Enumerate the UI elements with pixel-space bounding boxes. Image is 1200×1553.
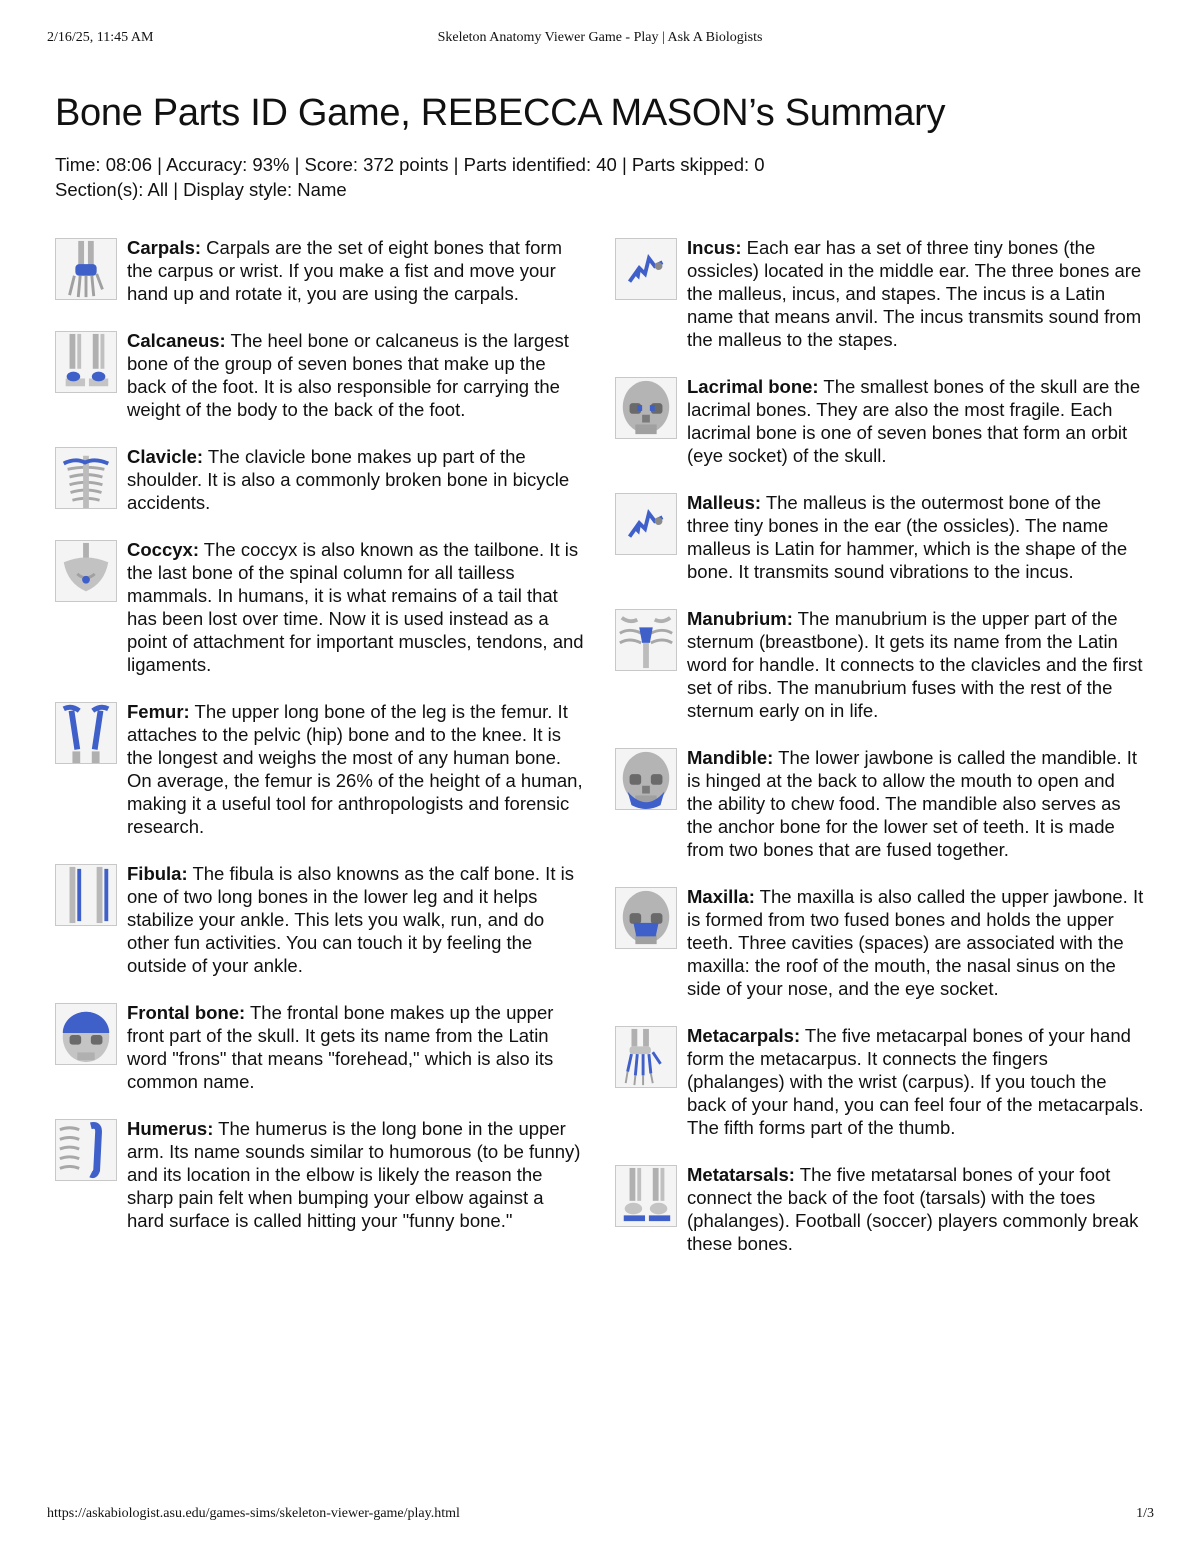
- bone-name: Fibula:: [127, 863, 188, 884]
- print-footer-page-number: 1/3: [1136, 1506, 1154, 1521]
- mandible-thumbnail-icon: [615, 748, 677, 810]
- carpals-thumbnail-icon: [55, 238, 117, 300]
- bone-name: Malleus:: [687, 492, 762, 513]
- print-header-datetime: 2/16/25, 11:45 AM: [47, 30, 154, 45]
- bone-entry-metatarsals: [615, 1163, 1145, 1255]
- summary-stats-line: Time: 08:06 | Accuracy: 93% | Score: 372 points | Parts identified: 40 | Parts skipped: 0: [55, 154, 765, 175]
- bone-entry-maxilla: [615, 885, 1145, 1000]
- bone-entry-femur: [55, 700, 585, 838]
- clavicle-thumbnail-icon: [55, 447, 117, 509]
- bone-description: The humerus is the long bone in the upper arm. Its name sounds similar to humorous (to be funny) and its location in the elbow is likely the reason the sharp pain felt when bumping your elbow against a hard surface is called hitting your "funny bone.": [127, 1118, 581, 1231]
- bone-entry-carpals: [55, 236, 585, 305]
- bone-description: The five metacarpal bones of your hand form the metacarpus. It connects the fingers (phalanges) with the wrist (carpus). If you touch the back of your hand, you can feel four of the metacarpals. The fifth forms part of the thumb.: [687, 1025, 1144, 1138]
- bone-entry-mandible: [615, 746, 1145, 861]
- bone-name: Coccyx:: [127, 539, 199, 560]
- bone-description: The maxilla is also called the upper jawbone. It is formed from two fused bones and holds the upper teeth. Three cavities (spaces) are associated with the maxilla: the roof of the mouth, the nasal sinus on the side of your nose, and the eye socket.: [687, 886, 1144, 999]
- metatarsals-thumbnail-icon: [615, 1165, 677, 1227]
- summary-sections-line: Section(s): All | Display style: Name: [55, 179, 347, 200]
- bone-list-right: [615, 236, 1145, 1255]
- bone-description: The five metatarsal bones of your foot connect the back of the foot (tarsals) with the toes (phalanges). Football (soccer) players commonly break these bones.: [687, 1164, 1139, 1254]
- bone-description: The lower jawbone is called the mandible. It is hinged at the back to allow the mouth to open and the ability to chew food. The mandible also serves as the anchor bone for the lower set of teeth. It is made from two bones that are fused together.: [687, 747, 1138, 860]
- bone-name: Incus:: [687, 237, 742, 258]
- bone-name: Clavicle:: [127, 446, 204, 467]
- bone-name: Femur:: [127, 701, 190, 722]
- femur-thumbnail-icon: [55, 702, 117, 764]
- bone-entry-lacrimal-bone: [615, 375, 1145, 467]
- summary-stats: [55, 152, 765, 202]
- bone-name: Mandible:: [687, 747, 774, 768]
- bone-name: Lacrimal bone:: [687, 376, 819, 397]
- bone-entry-malleus: [615, 491, 1145, 583]
- bone-name: Calcaneus:: [127, 330, 226, 351]
- print-header-title: Skeleton Anatomy Viewer Game - Play | Ask A Biologists: [437, 30, 763, 45]
- incus-thumbnail-icon: [615, 238, 677, 300]
- bone-entry-manubrium: [615, 607, 1145, 722]
- bone-name: Manubrium:: [687, 608, 793, 629]
- bone-name: Humerus:: [127, 1118, 214, 1139]
- page-title: Bone Parts ID Game, REBECCA MASON’s Summary: [55, 92, 946, 134]
- manubrium-thumbnail-icon: [615, 609, 677, 671]
- bone-description: The fibula is also knowns as the calf bone. It is one of two long bones in the lower leg and it helps stabilize your ankle. This lets you walk, run, and do other fun activities. You can touch it by feeling the outside of your ankle.: [127, 863, 574, 976]
- bone-name: Frontal bone:: [127, 1002, 246, 1023]
- bone-description: The coccyx is also known as the tailbone. It is the last bone of the spinal column for all tailless mammals. In humans, it is what remains of a tail that has been lost over time. Now it is used instead as a point of attachment for important muscles, tendons, and ligaments.: [127, 539, 584, 675]
- maxilla-thumbnail-icon: [615, 887, 677, 949]
- bone-entry-calcaneus: [55, 329, 585, 421]
- calcaneus-thumbnail-icon: [55, 331, 117, 393]
- bone-name: Maxilla:: [687, 886, 755, 907]
- fibula-thumbnail-icon: [55, 864, 117, 926]
- bone-entry-coccyx: [55, 538, 585, 676]
- bone-name: Metacarpals:: [687, 1025, 801, 1046]
- coccyx-thumbnail-icon: [55, 540, 117, 602]
- bone-description: The frontal bone makes up the upper front part of the skull. It gets its name from the Latin word "frons" that means "forehead," which is also its common name.: [127, 1002, 554, 1092]
- bone-entry-incus: [615, 236, 1145, 351]
- bone-description: The upper long bone of the leg is the femur. It attaches to the pelvic (hip) bone and to the knee. It is the longest and weighs the most of any human bone. On average, the femur is 26% of the height of a human, making it a useful tool for anthropologists and forensic research.: [127, 701, 583, 837]
- bone-description: The clavicle bone makes up part of the shoulder. It is also a commonly broken bone in bicycle accidents.: [127, 446, 570, 513]
- frontal-bone-thumbnail-icon: [55, 1003, 117, 1065]
- bone-entry-fibula: [55, 862, 585, 977]
- humerus-thumbnail-icon: [55, 1119, 117, 1181]
- bone-entry-humerus: [55, 1117, 585, 1232]
- bone-description: Each ear has a set of three tiny bones (the ossicles) located in the middle ear. The three bones are the malleus, incus, and stapes. The incus is a Latin name that means anvil. The incus transmits sound from the malleus to the stapes.: [687, 237, 1142, 350]
- bone-description: The heel bone or calcaneus is the largest bone of the group of seven bones that make up the back of the foot. It is also responsible for carrying the weight of the body to the back of the foot.: [127, 330, 569, 420]
- lacrimal-bone-thumbnail-icon: [615, 377, 677, 439]
- print-footer-url: https://askabiologist.asu.edu/games-sims/skeleton-viewer-game/play.html: [47, 1506, 460, 1521]
- bone-entry-frontal-bone: [55, 1001, 585, 1093]
- bone-entry-clavicle: [55, 445, 585, 514]
- metacarpals-thumbnail-icon: [615, 1026, 677, 1088]
- bone-description: The smallest bones of the skull are the lacrimal bones. They are also the most fragile. Each lacrimal bone is one of seven bones that form an orbit (eye socket) of the skull.: [687, 376, 1141, 466]
- bone-description: The manubrium is the upper part of the sternum (breastbone). It gets its name from the Latin word for handle. It connects to the clavicles and the first set of ribs. The manubrium fuses with the rest of the sternum early on in life.: [687, 608, 1143, 721]
- bone-name: Metatarsals:: [687, 1164, 795, 1185]
- bone-name: Carpals:: [127, 237, 202, 258]
- bone-description: Carpals are the set of eight bones that form the carpus or wrist. If you make a fist and move your hand up and rotate it, you are using the carpals.: [127, 237, 562, 304]
- bone-list-left: [55, 236, 585, 1232]
- bone-entry-metacarpals: [615, 1024, 1145, 1139]
- bone-description: The malleus is the outermost bone of the three tiny bones in the ear (the ossicles). The name malleus is Latin for hammer, which is the shape of the bone. It transmits sound vibrations to the incus.: [687, 492, 1128, 582]
- malleus-thumbnail-icon: [615, 493, 677, 555]
